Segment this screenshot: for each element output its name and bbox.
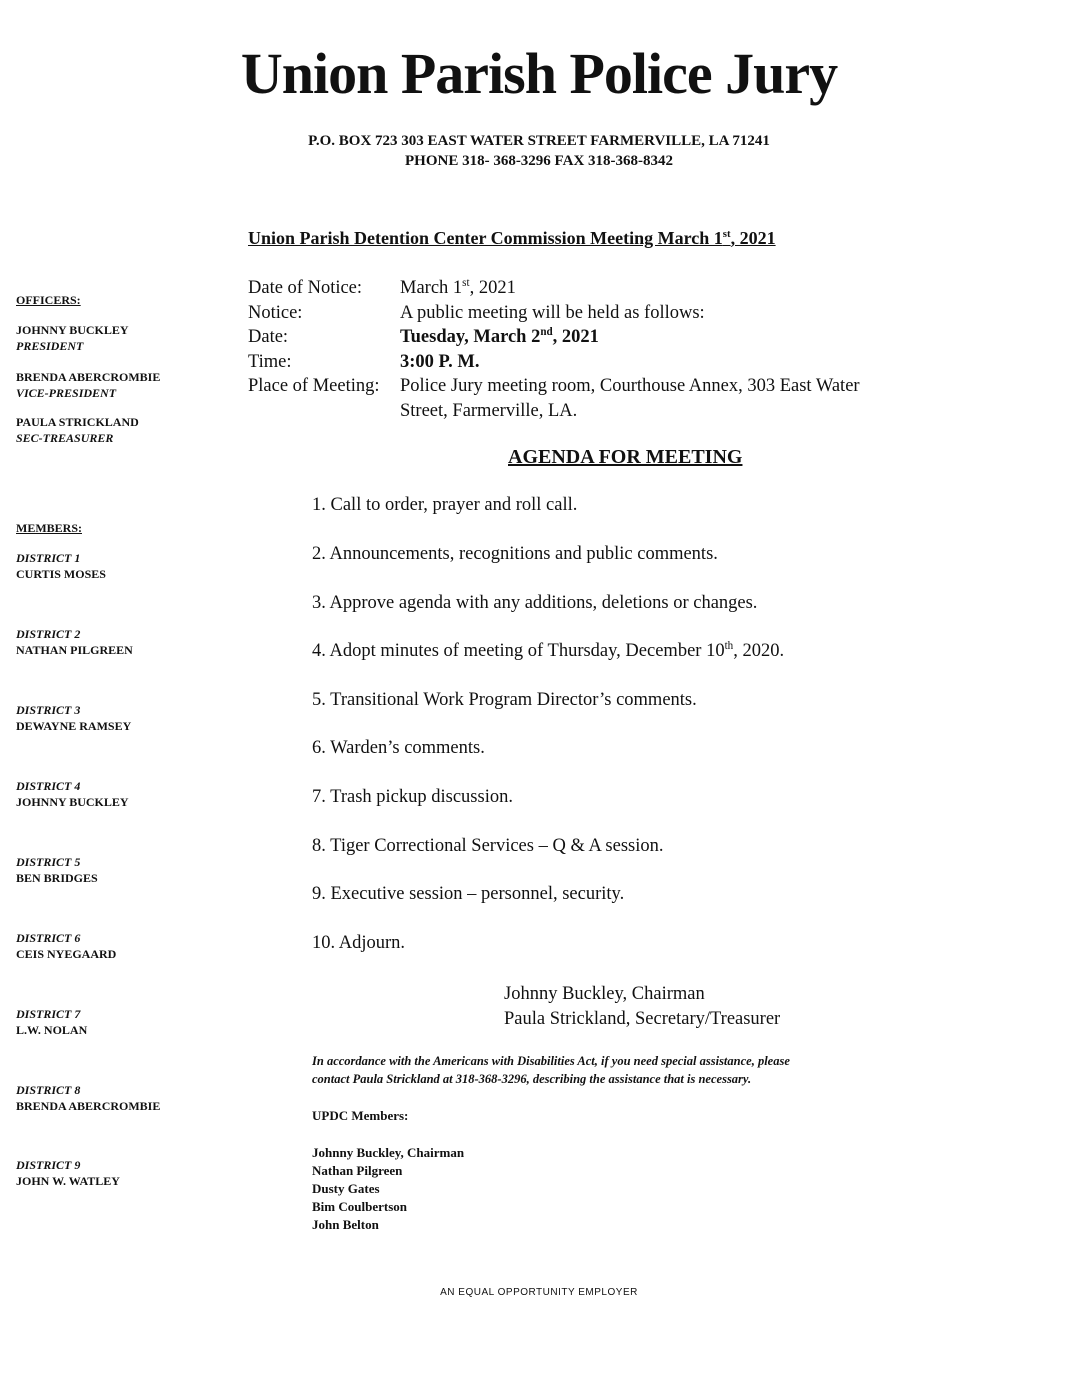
member-district: DISTRICT 1 — [16, 551, 81, 565]
member-district: DISTRICT 8 — [16, 1083, 81, 1097]
member-name: BEN BRIDGES — [16, 871, 98, 885]
officer-entry — [16, 369, 160, 401]
member-district: DISTRICT 6 — [16, 931, 81, 945]
member-entry — [16, 626, 133, 658]
member-entry — [16, 1082, 160, 1114]
agenda-item: 8. Tiger Correctional Services – Q & A session. — [312, 836, 664, 856]
agenda-item: 7. Trash pickup discussion. — [312, 787, 513, 807]
ada-notice: In accordance with the Americans with Disabilities Act, if you need special assistance, please contact Paula Strickland at 318-368-3296, describing the assistance that is necessary. — [312, 1054, 790, 1086]
member-district: DISTRICT 4 — [16, 779, 81, 793]
agenda-item: 6. Warden’s comments. — [312, 738, 485, 758]
agenda-heading: AGENDA FOR MEETING — [508, 446, 743, 468]
member-district: DISTRICT 5 — [16, 855, 81, 869]
member-entry — [16, 854, 98, 886]
org-name: Union Parish Police Jury — [240, 41, 838, 106]
member-entry — [16, 1157, 120, 1189]
agenda-item: 1. Call to order, prayer and roll call. — [312, 495, 578, 515]
member-name: DEWAYNE RAMSEY — [16, 719, 132, 733]
notice-label: Date: — [248, 327, 289, 347]
updc-member: Johnny Buckley, Chairman — [312, 1145, 465, 1160]
updc-member: Dusty Gates — [312, 1181, 380, 1196]
officers-heading: OFFICERS: — [16, 293, 81, 307]
officer-role: VICE-PRESIDENT — [16, 386, 117, 400]
member-district: DISTRICT 3 — [16, 703, 81, 717]
signature-block — [504, 982, 780, 1031]
member-name: NATHAN PILGREEN — [16, 643, 133, 657]
footer-eoe: AN EQUAL OPPORTUNITY EMPLOYER — [440, 1287, 638, 1298]
member-name: CURTIS MOSES — [16, 567, 106, 581]
officer-role: PRESIDENT — [16, 339, 84, 353]
officer-name: BRENDA ABERCROMBIE — [16, 370, 161, 384]
notice-value: A public meeting will be held as follows: — [400, 302, 705, 323]
notice-label: Time: — [248, 351, 292, 372]
agenda-item: 2. Announcements, recognitions and public comments. — [312, 544, 718, 564]
updc-heading: UPDC Members: — [312, 1108, 409, 1123]
member-name: JOHN W. WATLEY — [16, 1174, 120, 1188]
phone-line: PHONE 318- 368-3296 FAX 318-368-8342 — [404, 153, 674, 169]
officer-name: JOHNNY BUCKLEY — [16, 323, 129, 337]
meeting-time-value: 3:00 P. M. — [400, 351, 480, 372]
member-name: CEIS NYEGAARD — [16, 947, 117, 961]
agenda-item: 10. Adjourn. — [312, 933, 406, 953]
officer-name: PAULA STRICKLAND — [16, 415, 139, 429]
member-entry — [16, 930, 116, 962]
updc-member: Nathan Pilgreen — [312, 1163, 403, 1178]
updc-member: Bim Coulbertson — [312, 1199, 407, 1214]
members-heading: MEMBERS: — [16, 521, 82, 535]
meeting-title: Union Parish Detention Center Commission Meeting March 1st, 2021 — [248, 228, 776, 248]
updc-member: John Belton — [312, 1217, 379, 1232]
meeting-place-value: Street, Farmerville, LA. — [400, 400, 578, 421]
member-entry — [16, 702, 131, 734]
notice-block — [248, 276, 860, 423]
members-section — [16, 520, 82, 536]
agenda-item: 9. Executive session – personnel, security. — [312, 884, 625, 904]
member-name: L.W. NOLAN — [16, 1023, 88, 1037]
member-district: DISTRICT 9 — [16, 1158, 81, 1172]
member-entry — [16, 1006, 87, 1038]
date-of-notice-value: March 1st, 2021 — [400, 276, 516, 298]
secretary-signature: Paula Strickland, Secretary/Treasurer — [504, 1008, 781, 1029]
agenda-item: 5. Transitional Work Program Director’s comments. — [312, 690, 697, 710]
member-name: JOHNNY BUCKLEY — [16, 795, 129, 809]
agenda-item: 4. Adopt minutes of meeting of Thursday, December 10th, 2020. — [312, 639, 785, 661]
agenda-item: 3. Approve agenda with any additions, deletions or changes. — [312, 593, 758, 613]
member-entry — [16, 778, 129, 810]
address-line: P.O. BOX 723 303 EAST WATER STREET FARMERVILLE, LA 71241 — [308, 133, 770, 149]
member-district: DISTRICT 2 — [16, 627, 81, 641]
notice-label: Date of Notice: — [248, 278, 363, 298]
officer-role: SEC-TREASURER — [16, 431, 114, 445]
notice-label: Place of Meeting: — [248, 376, 380, 396]
meeting-place-value: Police Jury meeting room, Courthouse Annex, 303 East Water — [400, 376, 860, 396]
meeting-date-value: Tuesday, March 2nd, 2021 — [400, 325, 599, 347]
member-name: BRENDA ABERCROMBIE — [16, 1099, 161, 1113]
notice-label: Notice: — [248, 302, 303, 323]
officer-entry — [16, 322, 129, 354]
member-entry — [16, 550, 106, 582]
member-district: DISTRICT 7 — [16, 1007, 81, 1021]
officers-section — [16, 292, 81, 308]
chairman-signature: Johnny Buckley, Chairman — [504, 984, 705, 1004]
updc-member-list — [312, 1144, 464, 1234]
officer-entry — [16, 414, 139, 446]
